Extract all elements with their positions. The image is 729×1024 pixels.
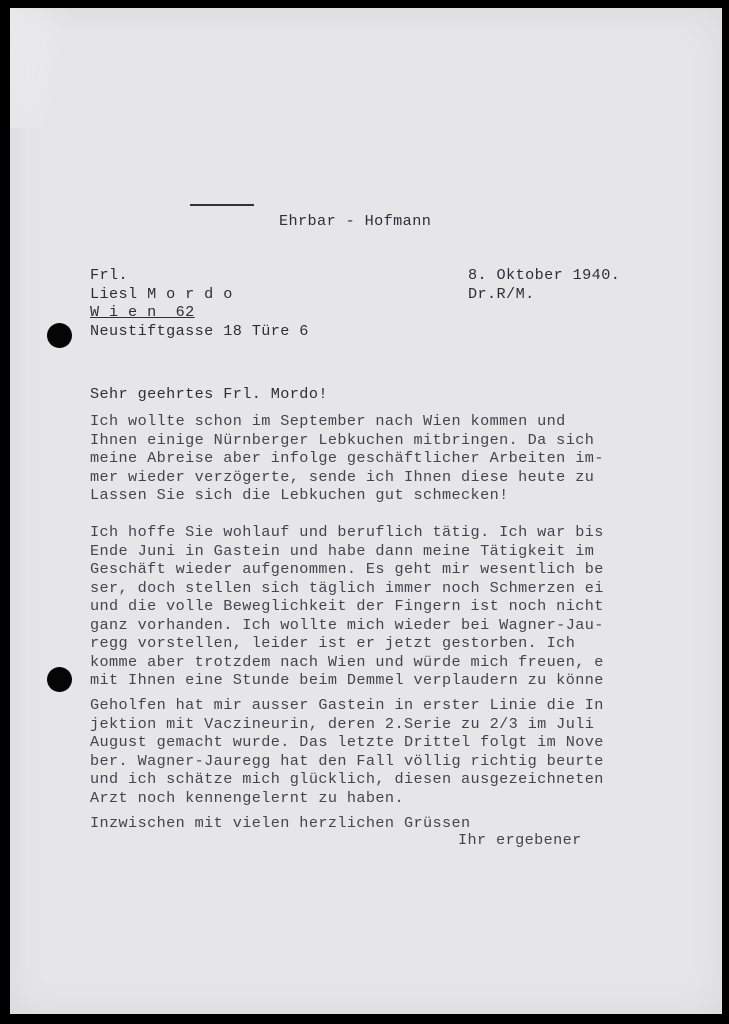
paragraph-line: ganz vorhanden. Ich wollte mich wieder bei Wagner-Jau- — [90, 615, 604, 634]
paragraph-line: Ich hoffe Sie wohlauf und beruflich tätig. Ich war bis — [90, 523, 604, 541]
punch-hole-bottom — [47, 667, 72, 692]
company-name: Ehrbar - Hofmann — [279, 212, 432, 230]
letter-date: 8. Oktober 1940. — [468, 266, 621, 284]
header-dash — [190, 204, 254, 206]
paragraph-line: Ende Juni in Gastein und habe dann meine Tätigkeit im — [90, 541, 595, 560]
closing-line: Inzwischen mit vielen herzlichen Grüssen — [90, 814, 471, 832]
paragraph-line: ser, doch stellen sich täglich immer noch Schmerzen ei — [90, 578, 604, 597]
paragraph-line: ber. Wagner-Jauregg hat den Fall völlig richtig beurte — [90, 751, 604, 770]
paragraph-line: Ich wollte schon im September nach Wien kommen und — [90, 412, 566, 430]
paragraph-line: und ich schätze mich glücklich, diesen ausgezeichneten — [90, 770, 604, 788]
recipient-city: W i e n 62 — [90, 303, 195, 321]
paragraph-line: mer wieder verzögerte, sende ich Ihnen diese heute zu — [90, 467, 595, 486]
paragraph-line: komme aber trotzdem nach Wien und würde mich freuen, e — [90, 652, 604, 671]
paragraph-line: und die volle Beweglichkeit der Fingern ist noch nicht — [90, 597, 604, 615]
closing-signoff: Ihr ergebener — [458, 831, 582, 849]
paragraph-line: Ihnen einige Nürnberger Lebkuchen mitbringen. Da sich — [90, 430, 595, 449]
paragraph-line: August gemacht wurde. Das letzte Drittel folgt im Nove — [90, 733, 604, 751]
paragraph-line: meine Abreise aber infolge geschäftlicher Arbeiten im- — [90, 449, 604, 467]
recipient-name: Liesl M o r d o — [90, 285, 233, 303]
paragraph-line: Geholfen hat mir ausser Gastein in erster Linie die In — [90, 696, 604, 714]
letter-sheet — [10, 8, 722, 1014]
recipient-street: Neustiftgasse 18 Türe 6 — [90, 322, 309, 340]
paragraph-line: Lassen Sie sich die Lebkuchen gut schmecken! — [90, 486, 509, 504]
paragraph-line: regg vorstellen, leider ist er jetzt gestorben. Ich — [90, 634, 576, 652]
salutation: Sehr geehrtes Frl. Mordo! — [90, 385, 328, 403]
letter-reference: Dr.R/M. — [468, 285, 535, 303]
paragraph-line: jektion mit Vaczineurin, deren 2.Serie zu 2/3 im Juli — [90, 714, 595, 733]
paragraph-line: Geschäft wieder aufgenommen. Es geht mir wesentlich be — [90, 560, 604, 578]
recipient-title: Frl. — [90, 266, 129, 284]
paragraph-line: mit Ihnen eine Stunde beim Demmel verplaudern zu könne — [90, 671, 604, 689]
paragraph-line: Arzt noch kennengelernt zu haben. — [90, 788, 404, 807]
punch-hole-top — [47, 323, 72, 348]
